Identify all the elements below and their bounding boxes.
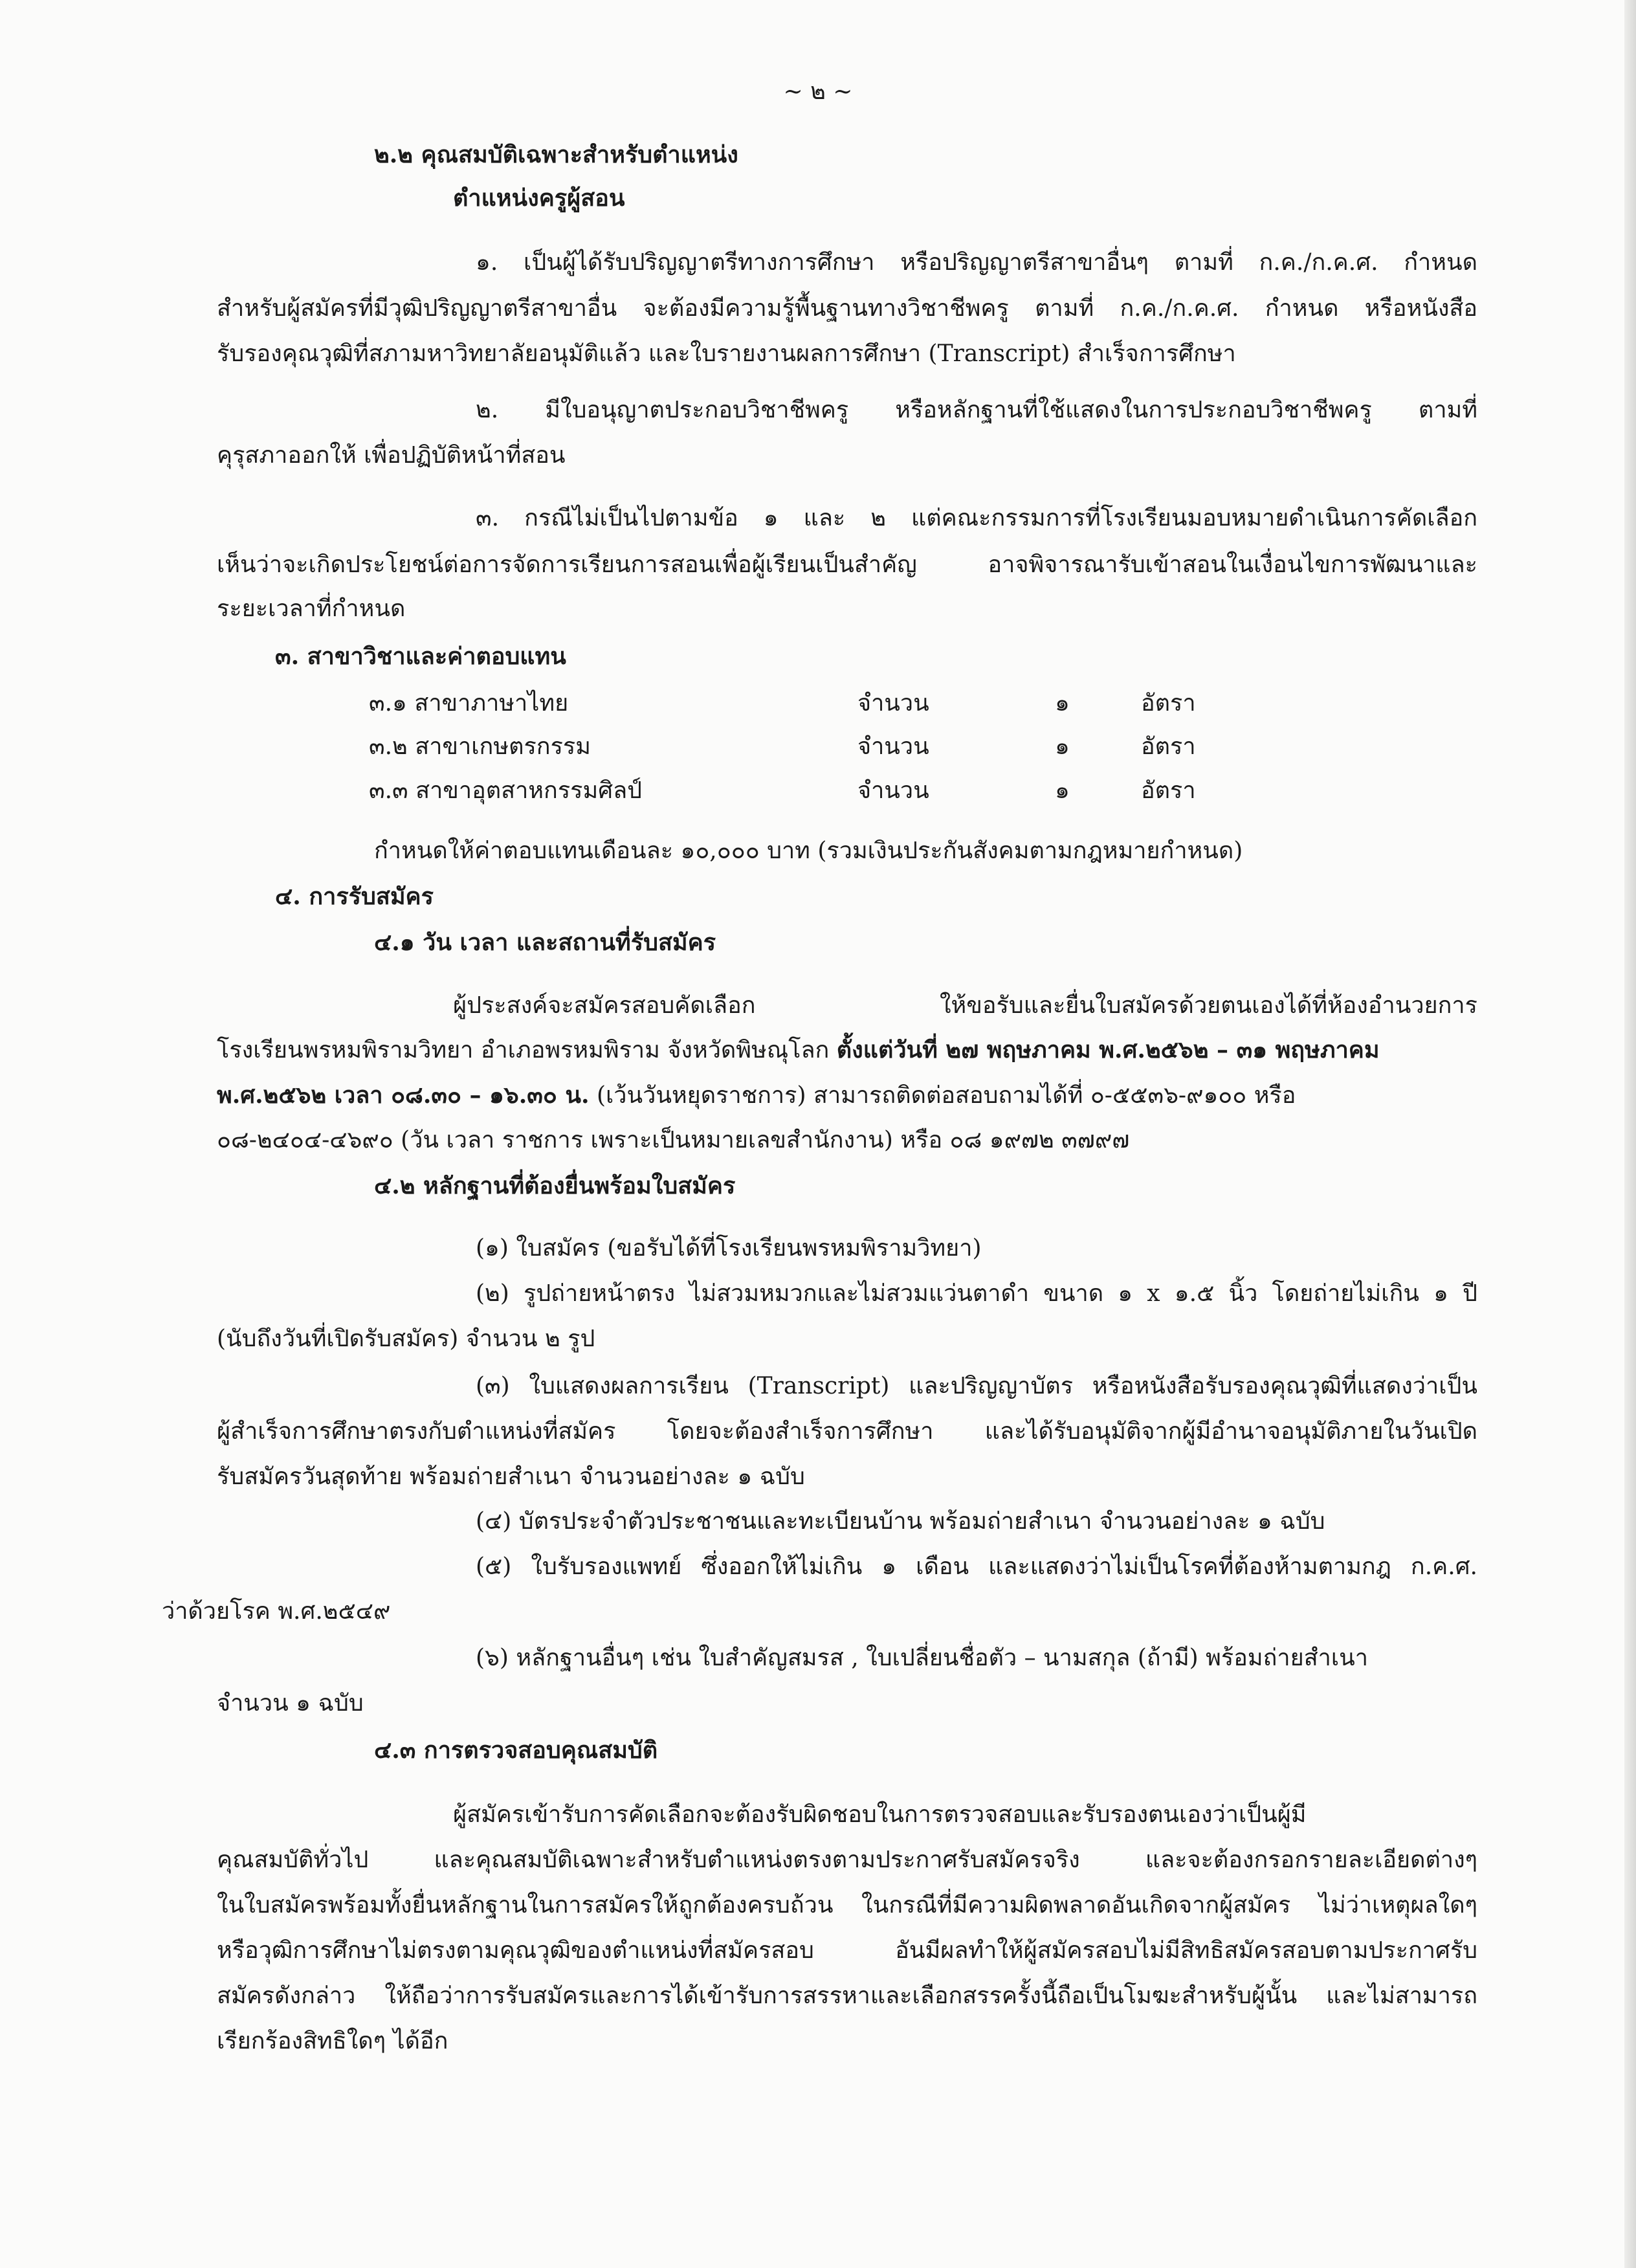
item3-line1: ๓. กรณีไม่เป็นไปตามข้อ ๑ และ ๒ แต่คณะกรรมการที่โรงเรียนมอบหมายดำเนินการคัดเลือก xyxy=(476,505,1477,531)
s4-3-line2: คุณสมบัติทั่วไป และคุณสมบัติเฉพาะสำหรับตำแหน่งตรงตามประกาศรับสมัครจริง และจะต้องกรอกรายละเอียดต่างๆ xyxy=(217,1847,1477,1873)
item2-line1: ๒. มีใบอนุญาตประกอบวิชาชีพครู หรือหลักฐานที่ใช้แสดงในการประกอบวิชาชีพครู ตามที่ xyxy=(476,397,1477,423)
subject-row-2-unit: อัตรา xyxy=(1141,733,1196,760)
subject-row-1-count-label: จำนวน xyxy=(857,690,929,717)
doc-item-4: (๔) บัตรประจำตัวประชาชนและทะเบียนบ้าน พร้อมถ่ายสำเนา จำนวนอย่างละ ๑ ฉบับ xyxy=(476,1508,1325,1535)
section-2-2-heading: ๒.๒ คุณสมบัติเฉพาะสำหรับตำแหน่ง xyxy=(374,141,738,168)
item1-line1: ๑. เป็นผู้ได้รับปริญญาตรีทางการศึกษา หรือปริญญาตรีสาขาอื่นๆ ตามที่ ก.ค./ก.ค.ศ. กำหนด xyxy=(476,249,1477,276)
section-4-1-heading: ๔.๑ วัน เวลา และสถานที่รับสมัคร xyxy=(374,929,716,956)
s4-1-line2-b: ตั้งแต่วันที่ ๒๗ พฤษภาคม พ.ศ.๒๕๖๒ – ๓๑ พฤษภาคม xyxy=(836,1036,1380,1063)
doc-item-3-line2: ผู้สำเร็จการศึกษาตรงกับตำแหน่งที่สมัคร โดยจะต้องสำเร็จการศึกษา และได้รับอนุมัติจากผู้มีอำนาจอนุมัติภายในวันเปิด xyxy=(217,1418,1477,1445)
s4-1-line3-b: (เว้นวันหยุดราชการ) สามารถติดต่อสอบถามได้ที่ ๐-๕๕๓๖-๙๑๐๐ หรือ xyxy=(589,1082,1296,1109)
item1-line3: รับรองคุณวุฒิที่สภามหาวิทยาลัยอนุมัติแล้ว และใบรายงานผลการศึกษา (Transcript) สำเร็จการศึกษา xyxy=(217,340,1236,367)
item1-line2: สำหรับผู้สมัครที่มีวุฒิปริญญาตรีสาขาอื่น จะต้องมีความรู้พื้นฐานทางวิชาชีพครู ตามที่ ก.ค./ก.ค.ศ. กำหนด หรือหนังสือ xyxy=(217,295,1477,322)
section-4-2-heading: ๔.๒ หลักฐานที่ต้องยื่นพร้อมใบสมัคร xyxy=(374,1172,736,1199)
scan-edge xyxy=(1624,0,1636,2268)
s4-1-line4: ๐๘-๒๔๐๔-๔๖๙๐ (วัน เวลา ราชการ เพราะเป็นหมายเลขสำนักงาน) หรือ ๐๘ ๑๙๗๒ ๓๗๙๗ xyxy=(217,1127,1130,1153)
doc-item-2-line2: (นับถึงวันที่เปิดรับสมัคร) จำนวน ๒ รูป xyxy=(217,1326,595,1352)
subject-row-3-unit: อัตรา xyxy=(1141,777,1196,804)
s4-1-line2-a: โรงเรียนพรหมพิรามวิทยา อำเภอพรหมพิราม จังหวัดพิษณุโลก xyxy=(217,1037,837,1063)
doc-item-2-line1: (๒) รูปถ่ายหน้าตรง ไม่สวมหมวกและไม่สวมแว่นตาดำ ขนาด ๑ x ๑.๕ นิ้ว โดยถ่ายไม่เกิน ๑ ปี xyxy=(476,1280,1477,1307)
subject-row-3-count: ๑ xyxy=(1055,777,1070,804)
doc-item-5-line1: (๕) ใบรับรองแพทย์ ซึ่งออกให้ไม่เกิน ๑ เดือน และแสดงว่าไม่เป็นโรคที่ต้องห้ามตามกฎ ก.ค.ศ. xyxy=(476,1553,1477,1580)
section-4-3-heading: ๔.๓ การตรวจสอบคุณสมบัติ xyxy=(374,1737,658,1764)
item3-line3: ระยะเวลาที่กำหนด xyxy=(217,595,406,622)
doc-item-1: (๑) ใบสมัคร (ขอรับได้ที่โรงเรียนพรหมพิรามวิทยา) xyxy=(476,1235,982,1262)
s4-1-line3 xyxy=(217,1080,1477,1111)
s4-1-line1: ผู้ประสงค์จะสมัครสอบคัดเลือก ให้ขอรับและยื่นใบสมัครด้วยตนเองได้ที่ห้องอำนวยการ xyxy=(453,992,1477,1019)
doc-item-3-line1: (๓) ใบแสดงผลการเรียน (Transcript) และปริญญาบัตร หรือหนังสือรับรองคุณวุฒิที่แสดงว่าเป็น xyxy=(476,1373,1477,1399)
subject-row-3-count-label: จำนวน xyxy=(857,777,929,804)
subject-row-2-count-label: จำนวน xyxy=(857,733,929,760)
s4-3-line5: สมัครดังกล่าว ให้ถือว่าการรับสมัครและการได้เข้ารับการสรรหาและเลือกสรรครั้งนี้ถือเป็นโมฆะสำหรับผู้นั้น และไม่สามารถ xyxy=(217,1983,1477,2009)
s4-1-line3-a: พ.ศ.๒๕๖๒ เวลา ๐๘.๓๐ – ๑๖.๓๐ น. xyxy=(217,1082,590,1109)
pay-note: กำหนดให้ค่าตอบแทนเดือนละ ๑๐,๐๐๐ บาท (รวมเงินประกันสังคมตามกฎหมายกำหนด) xyxy=(374,838,1243,864)
subject-row-3-name: ๓.๓ สาขาอุตสาหกรรมศิลป์ xyxy=(369,777,642,804)
s4-3-line3: ในใบสมัครพร้อมทั้งยื่นหลักฐานในการสมัครให้ถูกต้องครบถ้วน ในกรณีที่มีความผิดพลาดอันเกิดจากผู้สมัคร ไม่ว่าเหตุผลใดๆ xyxy=(217,1892,1477,1918)
subject-row-1-count: ๑ xyxy=(1055,690,1070,717)
subject-row-1-name: ๓.๑ สาขาภาษาไทย xyxy=(369,690,569,717)
s4-3-line6: เรียกร้องสิทธิใดๆ ได้อีก xyxy=(217,2028,448,2054)
doc-item-5-line2: ว่าด้วยโรค พ.ศ.๒๕๔๙ xyxy=(162,1598,391,1625)
doc-item-6-line2: จำนวน ๑ ฉบับ xyxy=(217,1690,364,1717)
doc-item-6-line1: (๖) หลักฐานอื่นๆ เช่น ใบสำคัญสมรส , ใบเปลี่ยนชื่อตัว – นามสกุล (ถ้ามี) พร้อมถ่ายสำเนา xyxy=(476,1645,1369,1671)
item2-line2: คุรุสภาออกให้ เพื่อปฏิบัติหน้าที่สอน xyxy=(217,442,566,469)
s4-3-line1: ผู้สมัครเข้ารับการคัดเลือกจะต้องรับผิดชอบในการตรวจสอบและรับรองตนเองว่าเป็นผู้มี xyxy=(453,1801,1307,1828)
page-number: ~ ๒ ~ xyxy=(783,78,853,105)
subject-row-1-unit: อัตรา xyxy=(1141,690,1196,717)
section-4-heading: ๔. การรับสมัคร xyxy=(275,883,434,910)
section-3-heading: ๓. สาขาวิชาและค่าตอบแทน xyxy=(275,643,566,670)
section-2-2-subheading: ตำแหน่งครูผู้สอน xyxy=(453,184,625,212)
s4-3-line4: หรือวุฒิการศึกษาไม่ตรงตามคุณวุฒิของตำแหน่งที่สมัครสอบ อันมีผลทำให้ผู้สมัครสอบไม่มีสิทธิสมัครสอบตามประกาศรับ xyxy=(217,1937,1477,1964)
subject-row-2-name: ๓.๒ สาขาเกษตรกรรม xyxy=(369,733,591,760)
s4-1-line2 xyxy=(217,1034,1477,1066)
doc-item-3-line3: รับสมัครวันสุดท้าย พร้อมถ่ายสำเนา จำนวนอย่างละ ๑ ฉบับ xyxy=(217,1463,805,1490)
subject-row-2-count: ๑ xyxy=(1055,733,1070,760)
item3-line2: เห็นว่าจะเกิดประโยชน์ต่อการจัดการเรียนการสอนเพื่อผู้เรียนเป็นสำคัญ อาจพิจารณารับเข้าสอนในเงื่อนไขการพัฒนาและ xyxy=(217,551,1477,578)
